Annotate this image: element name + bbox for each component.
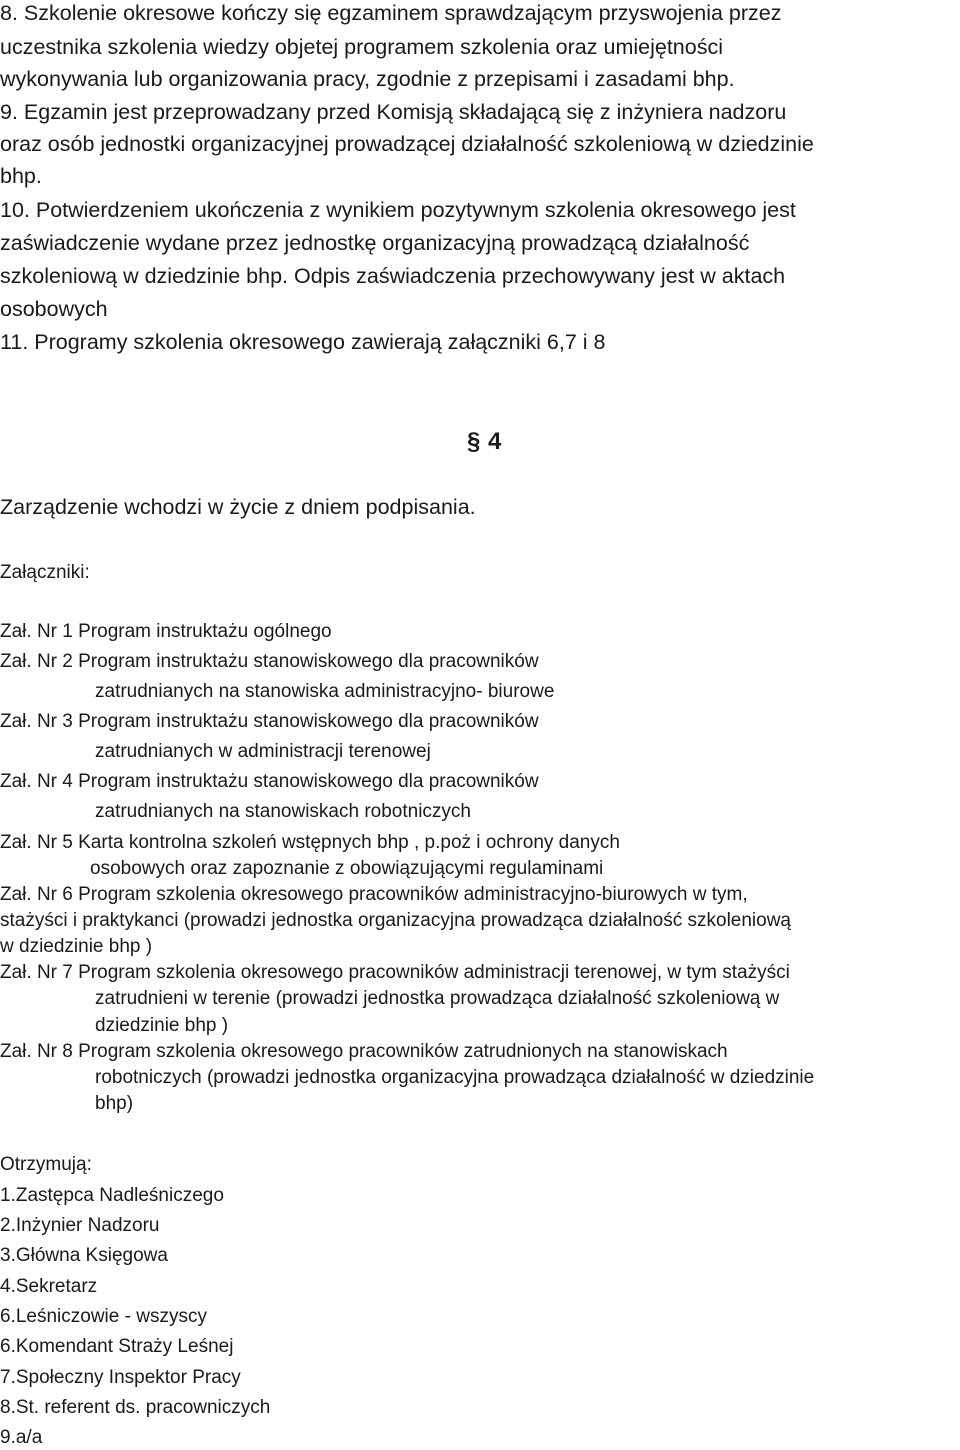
section-number: 4	[488, 428, 502, 455]
text-line: 9. Egzamin jest przeprowadzany przed Komisją składającą się z inżyniera nadzoru	[0, 100, 787, 124]
attachment-line: bhp)	[95, 1093, 134, 1114]
attachment-line: osobowych oraz zapoznanie z obowiązującymi regulaminami	[90, 858, 604, 879]
attachment-line: Zał. Nr 7 Program szkolenia okresowego pracowników administracji terenowej, w tym stażyści	[0, 962, 790, 983]
recipient-item: 6.Komendant Straży Leśnej	[0, 1336, 234, 1357]
attachment-line: Zał. Nr 1 Program instruktażu ogólnego	[0, 621, 332, 642]
attachment-line: zatrudnianych na stanowiskach robotniczych	[95, 801, 471, 822]
recipient-item: 6.Leśniczowie - wszyscy	[0, 1306, 207, 1327]
text-line: 11. Programy szkolenia okresowego zawierają załączniki 6,7 i 8	[0, 330, 606, 354]
recipient-item: 7.Społeczny Inspektor Pracy	[0, 1367, 241, 1388]
text-line: 10. Potwierdzeniem ukończenia z wynikiem pozytywnym szkolenia okresowego jest	[0, 198, 796, 222]
attachment-line: dziedzinie bhp )	[95, 1015, 229, 1036]
recipient-item: 2.Inżynier Nadzoru	[0, 1215, 160, 1236]
attachment-line: Zał. Nr 5 Karta kontrolna szkoleń wstępnych bhp , p.poż i ochrony danych	[0, 832, 620, 853]
attachment-line: zatrudnianych w administracji terenowej	[95, 741, 431, 762]
recipients-heading: Otrzymują:	[0, 1154, 92, 1175]
text-line: bhp.	[0, 164, 42, 188]
attachment-line: Zał. Nr 8 Program szkolenia okresowego pracowników zatrudnionych na stanowiskach	[0, 1041, 728, 1062]
attachment-line: robotniczych (prowadzi jednostka organizacyjna prowadząca działalność w dziedzinie	[95, 1067, 815, 1088]
recipient-item: 9.a/a	[0, 1427, 43, 1448]
text-line: wykonywania lub organizowania pracy, zgodnie z przepisami i zasadami bhp.	[0, 67, 735, 91]
attachment-line: stażyści i praktykanci (prowadzi jednostka organizacyjna prowadząca działalność szkoleniową	[0, 910, 791, 931]
text-line: szkoleniową w dziedzinie bhp. Odpis zaświadczenia przechowywany jest w aktach	[0, 264, 786, 288]
recipient-item: 4.Sekretarz	[0, 1276, 98, 1297]
attachments-heading: Załączniki:	[0, 562, 90, 583]
attachment-line: zatrudnianych na stanowiska administracyjno- biurowe	[95, 681, 555, 702]
text-line: 8. Szkolenie okresowe kończy się egzaminem sprawdzającym przyswojenia przez	[0, 1, 782, 25]
attachment-line: Zał. Nr 4 Program instruktażu stanowiskowego dla pracowników	[0, 771, 539, 792]
attachment-line: Zał. Nr 2 Program instruktażu stanowiskowego dla pracowników	[0, 651, 539, 672]
effective-date-text: Zarządzenie wchodzi w życie z dniem podpisania.	[0, 495, 476, 519]
text-line: zaświadczenie wydane przez jednostkę organizacyjną prowadzącą działalność	[0, 231, 750, 255]
attachment-line: zatrudnieni w terenie (prowadzi jednostka prowadząca działalność szkoleniową w	[95, 988, 780, 1009]
recipient-item: 3.Główna Księgowa	[0, 1245, 168, 1266]
text-line: uczestnika szkolenia wiedzy objetej programem szkolenia oraz umiejętności	[0, 35, 723, 59]
attachment-line: w dziedzinie bhp )	[0, 936, 153, 957]
recipient-item: 8.St. referent ds. pracowniczych	[0, 1397, 271, 1418]
recipient-item: 1.Zastępca Nadleśniczego	[0, 1185, 224, 1206]
attachment-line: Zał. Nr 6 Program szkolenia okresowego pracowników administracyjno-biurowych w tym,	[0, 884, 748, 905]
text-line: osobowych	[0, 297, 108, 321]
section-symbol: §	[467, 428, 481, 455]
attachment-line: Zał. Nr 3 Program instruktażu stanowiskowego dla pracowników	[0, 711, 539, 732]
text-line: oraz osób jednostki organizacyjnej prowadzącej działalność szkoleniową w dziedzinie	[0, 132, 814, 156]
